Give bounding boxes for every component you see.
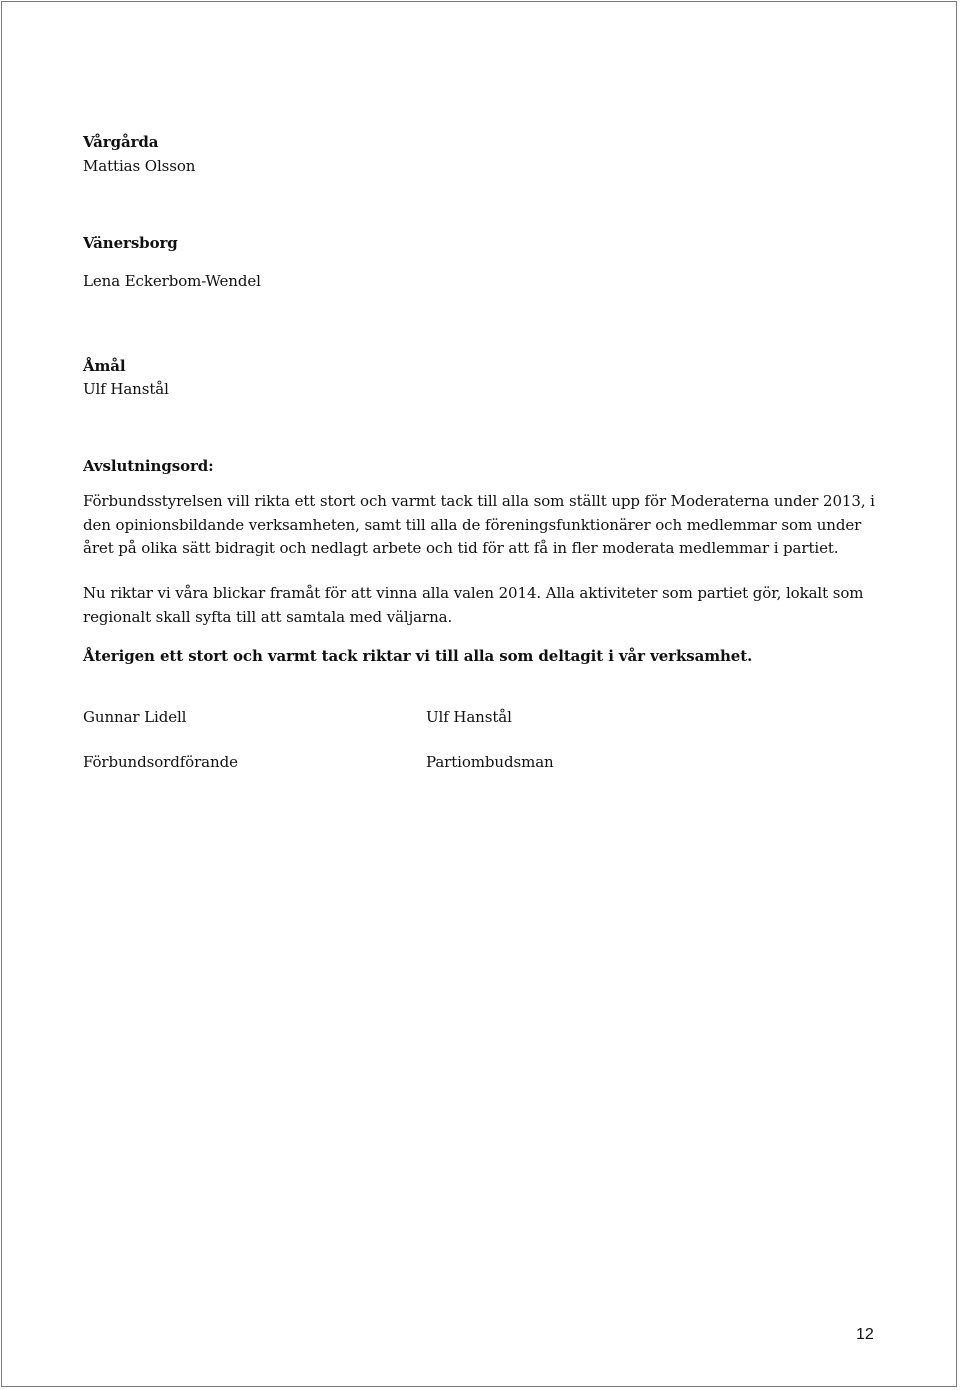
paragraph-line: Förbundsstyrelsen vill rikta ett stort och varmt tack till alla som ställt upp för Moderaterna under 2013, i bbox=[83, 492, 875, 510]
paragraph-line: den opinionsbildande verksamheten, samt till alla de föreningsfunktionärer och medlemmar som under bbox=[83, 515, 862, 534]
member-name: Lena Eckerbom-Wendel bbox=[83, 272, 261, 290]
closing-heading: Avslutningsord: bbox=[83, 457, 214, 475]
closing-paragraph-2 bbox=[83, 582, 883, 629]
signature-name: Gunnar Lidell bbox=[83, 708, 187, 726]
municipality-heading: Vänersborg bbox=[83, 234, 178, 252]
signature-title: Förbundsordförande bbox=[83, 753, 238, 771]
paragraph-line: året på olika sätt bidragit och nedlagt arbete och tid för att få in fler moderata medlemmar i partiet. bbox=[83, 539, 839, 557]
page-number: 12 bbox=[856, 1326, 874, 1343]
paragraph-line: regionalt skall syfta till att samtala med väljarna. bbox=[83, 607, 453, 626]
municipality-heading: Vårgårda bbox=[83, 133, 159, 151]
closing-paragraph-1 bbox=[83, 490, 883, 561]
closing-thanks: Återigen ett stort och varmt tack riktar vi till alla som deltagit i vår verksamhet. bbox=[83, 647, 753, 665]
signature-name: Ulf Hanstål bbox=[426, 708, 512, 726]
page-border bbox=[1, 1, 957, 1387]
paragraph-line: Nu riktar vi våra blickar framåt för att vinna alla valen 2014. Alla aktiviteter som partiet gör, lokalt som bbox=[83, 584, 864, 602]
member-name: Ulf Hanstål bbox=[83, 380, 169, 398]
municipality-heading: Åmål bbox=[83, 357, 126, 375]
member-name: Mattias Olsson bbox=[83, 157, 196, 175]
signature-title: Partiombudsman bbox=[426, 753, 554, 771]
